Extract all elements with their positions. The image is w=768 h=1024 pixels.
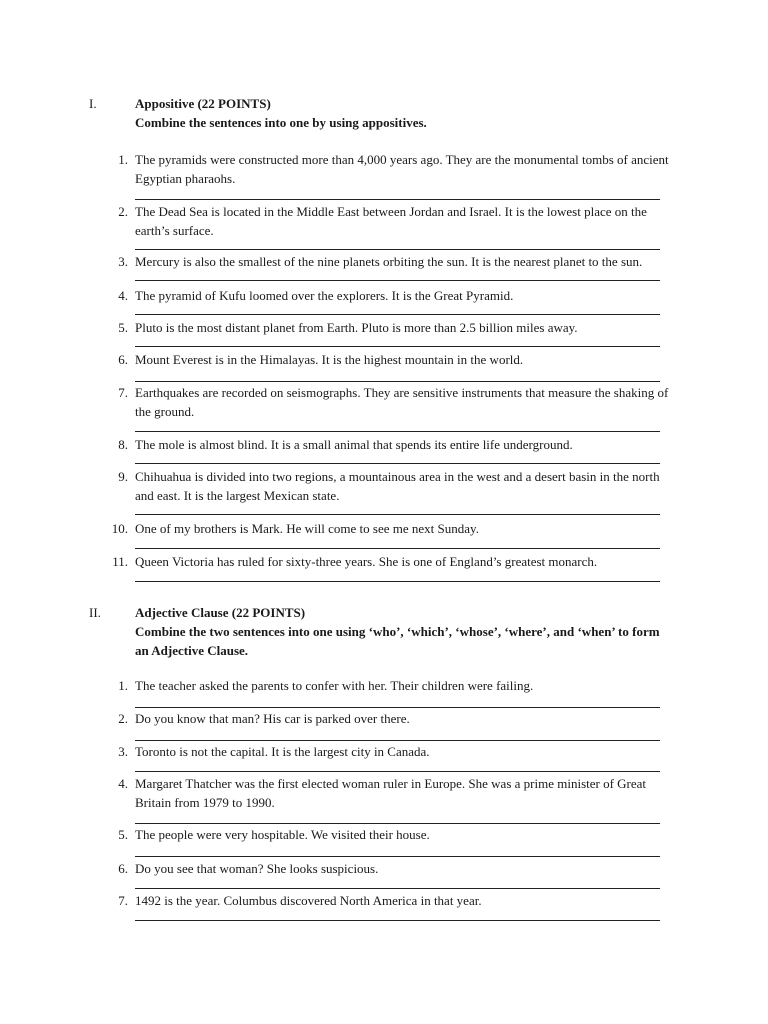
item-number: 8. xyxy=(118,437,128,452)
item-number: 3. xyxy=(118,744,128,759)
answer-line[interactable] xyxy=(135,856,660,857)
answer-line[interactable] xyxy=(135,581,660,582)
item-text: 1492 is the year. Columbus discovered North America in that year. xyxy=(135,893,482,908)
answer-line[interactable] xyxy=(135,314,660,315)
item-text: The Dead Sea is located in the Middle East between Jordan and Israel. It is the lowest place on the earth’s surface. xyxy=(135,204,647,238)
item-text: Queen Victoria has ruled for sixty-three years. She is one of England’s greatest monarch. xyxy=(135,554,598,569)
item-number: 2. xyxy=(118,711,128,726)
answer-line[interactable] xyxy=(135,381,660,382)
answer-line[interactable] xyxy=(135,740,660,741)
item-number: 10. xyxy=(111,521,128,536)
item-text: Do you see that woman? She looks suspicious. xyxy=(135,861,379,876)
item-text: Pluto is the most distant planet from Earth. Pluto is more than 2.5 billion miles away. xyxy=(135,320,578,335)
section-instruction: Combine the sentences into one by using appositives. xyxy=(135,115,427,130)
item-number: 4. xyxy=(118,776,128,791)
item-number: 2. xyxy=(118,204,128,219)
section-numeral: I. xyxy=(89,96,97,111)
item-text: Toronto is not the capital. It is the largest city in Canada. xyxy=(135,744,430,759)
item-text: Chihuahua is divided into two regions, a mountainous area in the west and a desert basin in the north and east. It is the largest Mexican state. xyxy=(135,469,660,503)
item-number: 7. xyxy=(118,385,128,400)
item-text: The mole is almost blind. It is a small animal that spends its entire life underground. xyxy=(135,437,573,452)
item-number: 5. xyxy=(118,320,128,335)
item-text: Margaret Thatcher was the first elected woman ruler in Europe. She was a prime minister of Great Britain from 1979 to 1990. xyxy=(135,776,647,810)
answer-line[interactable] xyxy=(135,249,660,250)
item-text: Mount Everest is in the Himalayas. It is the highest mountain in the world. xyxy=(135,352,524,367)
item-text: One of my brothers is Mark. He will come to see me next Sunday. xyxy=(135,521,479,536)
item-text: Earthquakes are recorded on seismographs. They are sensitive instruments that measure the shaking of the ground. xyxy=(135,385,669,419)
section-title: Appositive (22 POINTS) xyxy=(135,96,271,111)
answer-line[interactable] xyxy=(135,431,660,432)
item-number: 7. xyxy=(118,893,128,908)
answer-line[interactable] xyxy=(135,707,660,708)
item-number: 11. xyxy=(112,554,128,569)
item-number: 4. xyxy=(118,288,128,303)
answer-line[interactable] xyxy=(135,199,660,200)
answer-line[interactable] xyxy=(135,346,660,347)
answer-line[interactable] xyxy=(135,463,660,464)
item-number: 1. xyxy=(118,152,128,167)
item-text: The pyramids were constructed more than 4,000 years ago. They are the monumental tombs of ancient Egyptian pharaohs. xyxy=(135,152,669,186)
item-text: The teacher asked the parents to confer with her. Their children were failing. xyxy=(135,678,534,693)
item-text: Mercury is also the smallest of the nine planets orbiting the sun. It is the nearest planet to the sun. xyxy=(135,254,643,269)
item-number: 5. xyxy=(118,827,128,842)
answer-line[interactable] xyxy=(135,771,660,772)
item-number: 3. xyxy=(118,254,128,269)
section-instruction: Combine the two sentences into one using ‘who’, ‘which’, ‘whose’, ‘where’, and ‘when’ to form an Adjective Clause. xyxy=(135,624,660,658)
item-number: 6. xyxy=(118,352,128,367)
answer-line[interactable] xyxy=(135,280,660,281)
section-title: Adjective Clause (22 POINTS) xyxy=(135,605,306,620)
answer-line[interactable] xyxy=(135,823,660,824)
section-numeral: II. xyxy=(89,605,101,620)
item-text: The pyramid of Kufu loomed over the explorers. It is the Great Pyramid. xyxy=(135,288,514,303)
item-text: Do you know that man? His car is parked over there. xyxy=(135,711,410,726)
item-number: 1. xyxy=(118,678,128,693)
answer-line[interactable] xyxy=(135,514,660,515)
item-number: 9. xyxy=(118,469,128,484)
item-text: The people were very hospitable. We visited their house. xyxy=(135,827,430,842)
item-number: 6. xyxy=(118,861,128,876)
answer-line[interactable] xyxy=(135,888,660,889)
answer-line[interactable] xyxy=(135,548,660,549)
answer-line[interactable] xyxy=(135,920,660,921)
